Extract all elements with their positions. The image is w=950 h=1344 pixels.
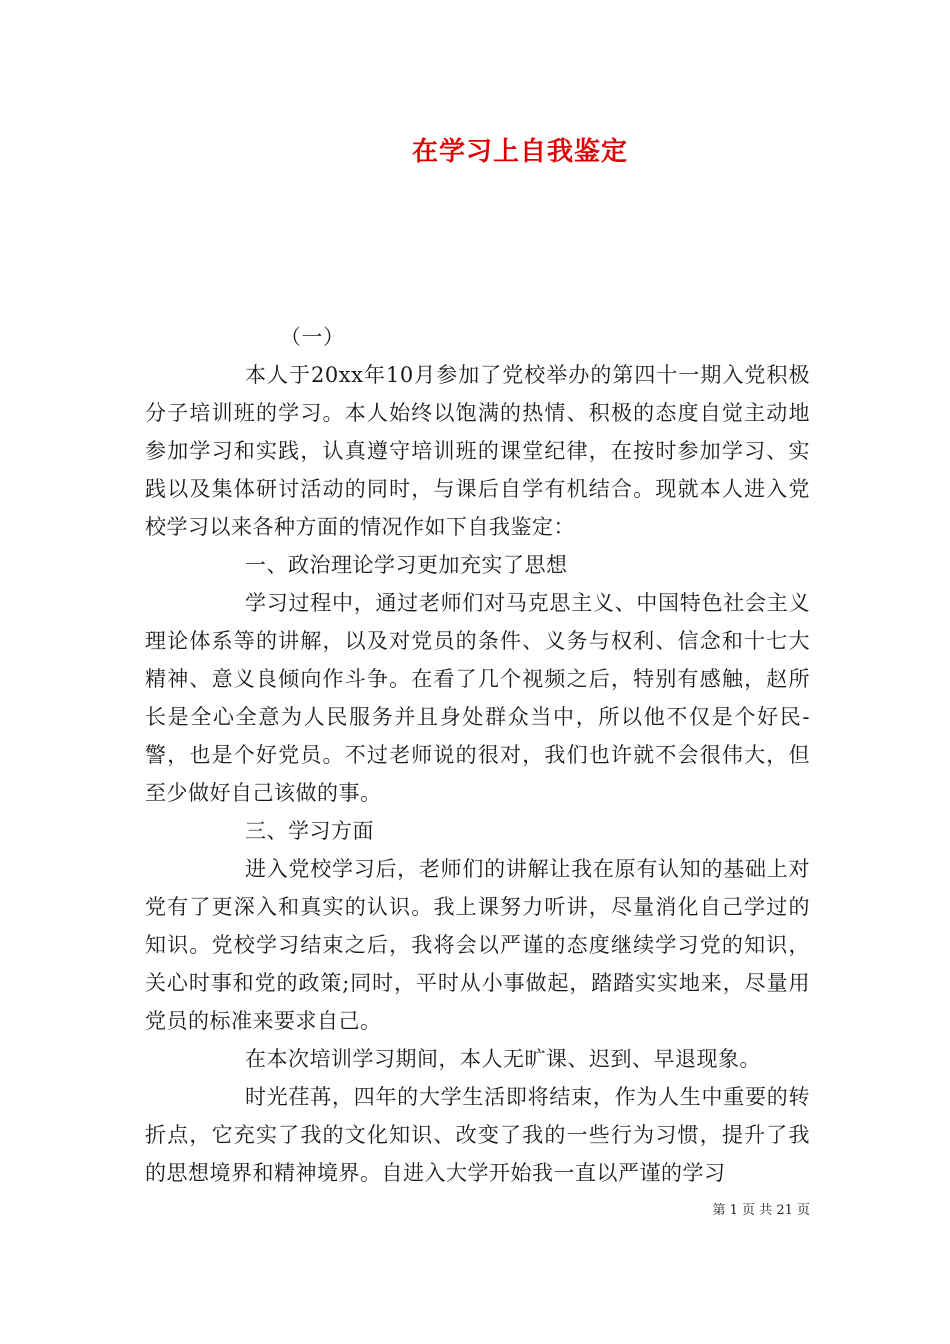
paragraph-political-theory: 学习过程中，通过老师们对马克思主义、中国特色社会主义理论体系等的讲解，以及对党员的条件、义务与权利、信念和十七大精神、意义良倾向作斗争。在看了几个视频之后，特别有感触，赵所长是全心全意为人民服务并且身处群众当中，所以他不仅是个好民-警，也是个好党员。不过老师说的很对，我们也许就不会很伟大，但至少做好自己该做的事。: [145, 591, 810, 805]
paragraph-intro: 本人于20xx年10月参加了党校举办的第四十一期入党积极分子培训班的学习。本人始终以饱满的热情、积极的态度自觉主动地参加学习和实践，认真遵守培训班的课堂纪律，在按时参加学习、实践以及集体研讨活动的同时，与课后自学有机结合。现就本人进入党校学习以来各种方面的情况作如下自我鉴定：: [145, 363, 810, 539]
page-number-footer: 第 1 页 共 21 页: [712, 1203, 810, 1218]
document-title: 在学习上自我鉴定: [411, 137, 628, 167]
document-body: [145, 318, 810, 1192]
section-heading-study: 三、学习方面: [245, 819, 374, 843]
paragraph-university: 时光荏苒，四年的大学生活即将结束，作为人生中重要的转折点，它充实了我的文化知识、改变了我的一些行为习惯，提升了我的思想境界和精神境界。自进入大学开始我一直以严谨的学习: [145, 1085, 810, 1185]
section-number: （一）: [280, 325, 345, 349]
section-heading-political-theory: 一、政治理论学习更加充实了思想: [245, 553, 568, 577]
paragraph-study: 进入党校学习后，老师们的讲解让我在原有认知的基础上对党有了更深入和真实的认识。我上课努力听讲，尽量消化自己学过的知识。党校学习结束之后，我将会以严谨的态度继续学习党的知识，关心时事和党的政策;同时，平时从小事做起，踏踏实实地来，尽量用党员的标准来要求自己。: [145, 857, 810, 1033]
paragraph-attendance: 在本次培训学习期间，本人无旷课、迟到、早退现象。: [245, 1047, 761, 1071]
